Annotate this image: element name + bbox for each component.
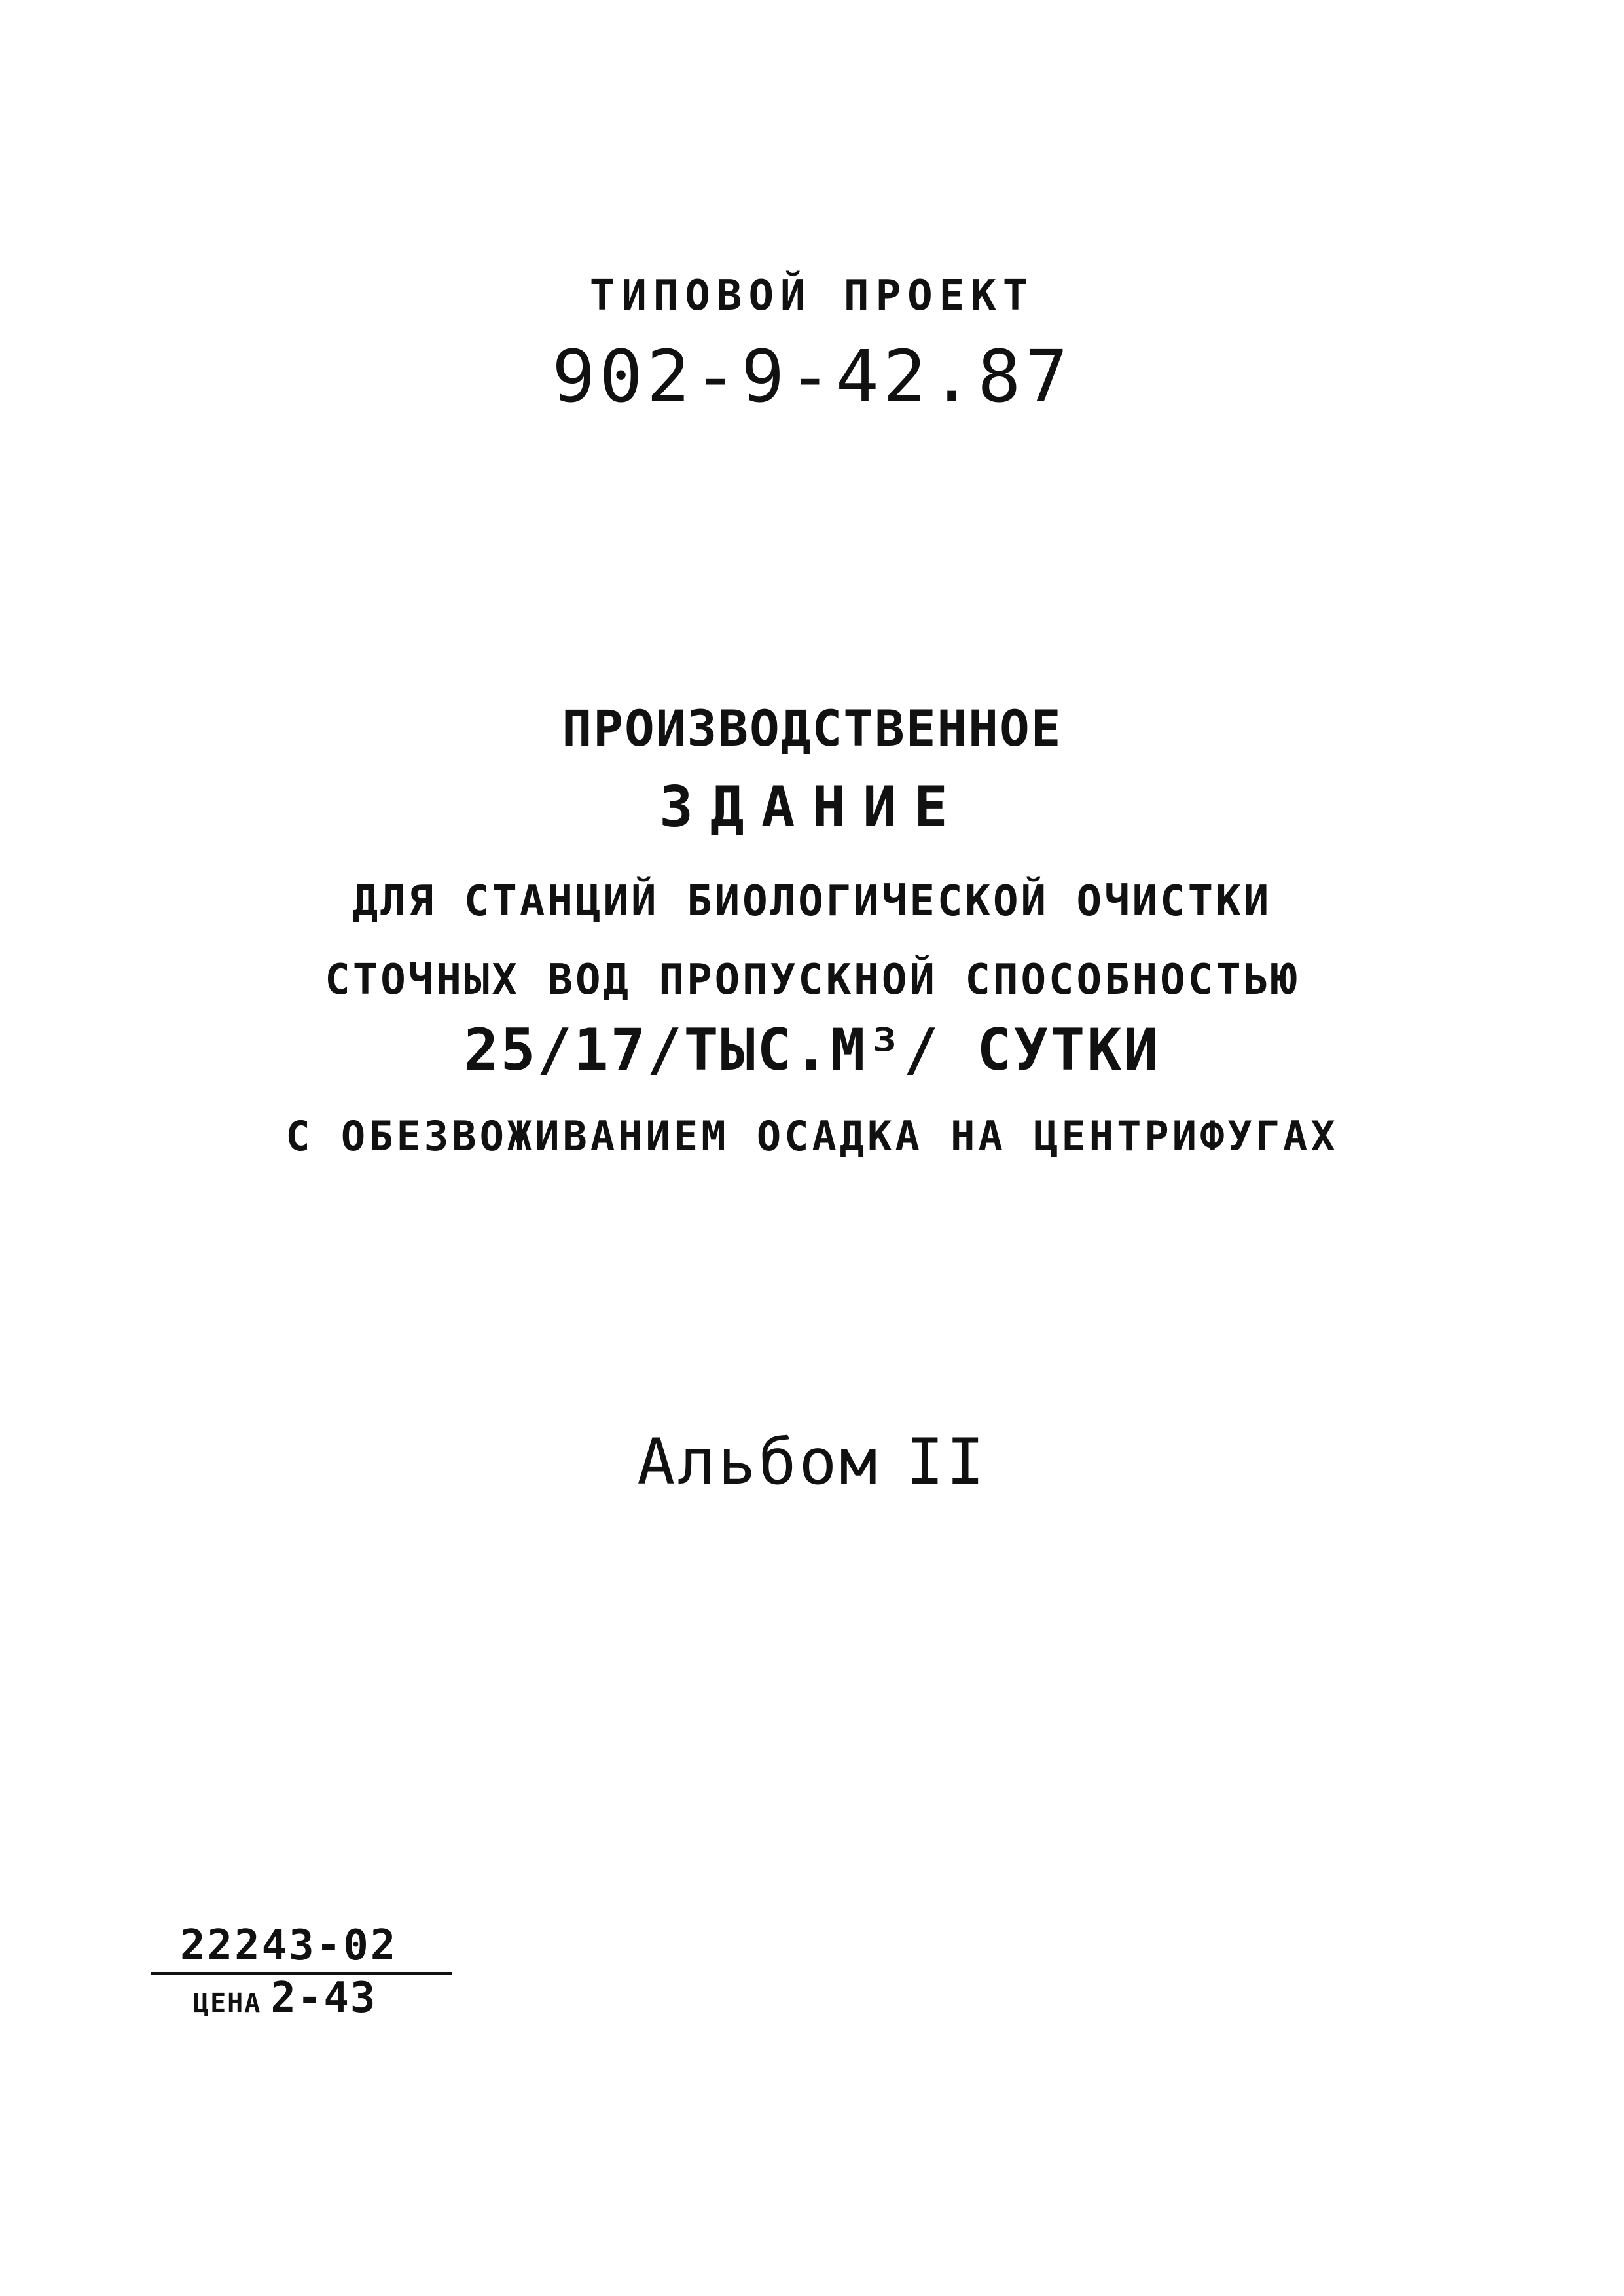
title-line-6: С ОБЕЗВОЖИВАНИЕМ ОСАДКА НА ЦЕНТРИФУГАХ: [285, 1112, 1339, 1160]
price-label: ЦЕНА: [193, 1988, 262, 2018]
album-number: II: [906, 1425, 987, 1499]
title-line-3: ДЛЯ СТАНЦИЙ БИОЛОГИЧЕСКОЙ ОЧИСТКИ: [352, 877, 1272, 926]
title-line-2: ЗДАНИЕ: [659, 774, 965, 840]
catalog-number: 22243-02: [180, 1922, 398, 1970]
project-number: 902-9-42.87: [552, 335, 1072, 418]
title-line-5: 25/17/ТЫС.М³/ СУТКИ: [463, 1016, 1161, 1084]
album-label: Альбом: [637, 1425, 880, 1499]
price-value: 2-43: [270, 1974, 377, 2022]
project-type-label: ТИПОВОЙ ПРОЕКТ: [589, 272, 1035, 320]
title-line-1: ПРОИЗВОДСТВЕННОЕ: [562, 699, 1062, 757]
album-heading: [0, 1425, 1624, 1499]
catalog-block: [151, 1922, 452, 2022]
price-row: [151, 1974, 452, 2022]
title-line-4: СТОЧНЫХ ВОД ПРОПУСКНОЙ СПОСОБНОСТЬЮ: [325, 956, 1299, 1004]
